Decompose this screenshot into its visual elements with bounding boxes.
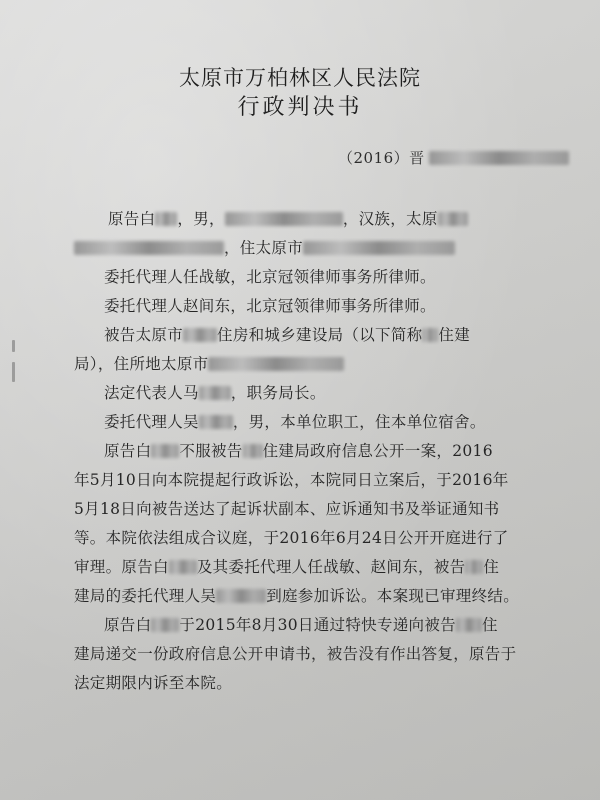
redacted-block xyxy=(456,618,482,632)
redacted-block xyxy=(303,241,455,255)
text-segment: 被告太原市 xyxy=(104,326,184,344)
text-line-conclusion xyxy=(74,586,519,606)
redacted-block xyxy=(465,560,483,574)
text-line-application xyxy=(104,615,498,635)
redacted-block xyxy=(225,212,343,226)
text-line-case-intro xyxy=(104,441,493,461)
text-segment: 原告白 xyxy=(108,210,156,228)
text-segment: 审理。原告白 xyxy=(74,558,169,576)
text-segment: 原告白 xyxy=(104,616,152,634)
binding-holes xyxy=(12,340,15,390)
text-segment: ，男， xyxy=(177,210,225,228)
text-segment: ，汉族，太原 xyxy=(342,210,438,228)
text-segment: 住 xyxy=(481,616,498,634)
text-segment: 建局的委托代理人吴 xyxy=(74,587,217,605)
text-line-attendance xyxy=(74,557,499,577)
text-segment: 住 xyxy=(483,558,500,576)
binding-hole xyxy=(12,362,15,382)
case-number xyxy=(338,147,569,168)
redacted-block xyxy=(151,618,179,632)
redacted-block xyxy=(151,444,179,458)
text-segment: 不服被告 xyxy=(179,442,243,460)
redacted-block xyxy=(243,444,263,458)
text-line-plaintiff xyxy=(108,209,468,229)
text-line-plaintiff-address xyxy=(74,238,455,258)
redacted-block xyxy=(438,212,468,226)
text-segment: 原告白 xyxy=(104,442,152,460)
redacted-block xyxy=(74,241,224,255)
text-line-filing: 年5月10日向本院提起行政诉讼，本院同日立案后，于2016年 xyxy=(74,471,509,489)
text-line-hearing: 等。本院依法组成合议庭，于2016年6月24日公开开庭进行了 xyxy=(74,529,509,547)
redacted-block xyxy=(199,415,233,429)
text-line-agent-2: 委托代理人赵间东，北京冠领律师事务所律师。 xyxy=(104,297,436,315)
text-line-agent-3 xyxy=(104,412,486,432)
court-name: 太原市万柏林区人民法院 xyxy=(179,66,421,90)
text-segment: 法定代表人马 xyxy=(104,384,199,402)
text-line-legal-rep xyxy=(104,383,326,403)
text-segment: 委托代理人吴 xyxy=(104,413,199,431)
text-segment: ，职务局长。 xyxy=(230,384,326,402)
text-segment: ，住太原市 xyxy=(224,239,304,257)
redacted-block xyxy=(429,151,569,165)
text-segment: 住建 xyxy=(438,326,471,344)
redacted-block xyxy=(155,212,177,226)
text-line-agent-1: 委托代理人任战敏，北京冠领律师事务所律师。 xyxy=(104,268,436,286)
text-line-defendant-address xyxy=(74,354,344,374)
redacted-block xyxy=(169,560,197,574)
redacted-block xyxy=(208,357,344,371)
redacted-block xyxy=(183,328,217,342)
text-line-filed-in-court: 法定期限内诉至本院。 xyxy=(74,674,233,692)
redacted-block xyxy=(216,589,266,603)
text-line-defendant xyxy=(104,325,470,345)
document-type: 行政判决书 xyxy=(237,95,363,120)
binding-hole xyxy=(12,340,15,352)
text-segment: 于2015年8月30日通过特快专递向被告 xyxy=(179,616,456,634)
text-segment: 及其委托代理人任战敏、赵间东，被告 xyxy=(196,558,466,576)
text-segment: 到庭参加诉讼。本案现已审理终结。 xyxy=(266,587,520,605)
case-number-text: （2016）晋 xyxy=(338,149,425,167)
text-line-service: 5月18日向被告送达了起诉状副本、应诉通知书及举证通知书 xyxy=(74,500,500,518)
text-segment: 住房和城乡建设局（以下简称 xyxy=(217,326,423,344)
text-segment: 住建局政府信息公开一案，2016 xyxy=(262,442,493,460)
text-segment: 局），住所地太原市 xyxy=(74,355,209,373)
redacted-block xyxy=(199,386,231,400)
redacted-block xyxy=(422,328,438,342)
text-line-submission: 建局递交一份政府信息公开申请书，被告没有作出答复，原告于 xyxy=(74,645,517,663)
text-segment: ，男，本单位职工，住本单位宿舍。 xyxy=(232,413,486,431)
